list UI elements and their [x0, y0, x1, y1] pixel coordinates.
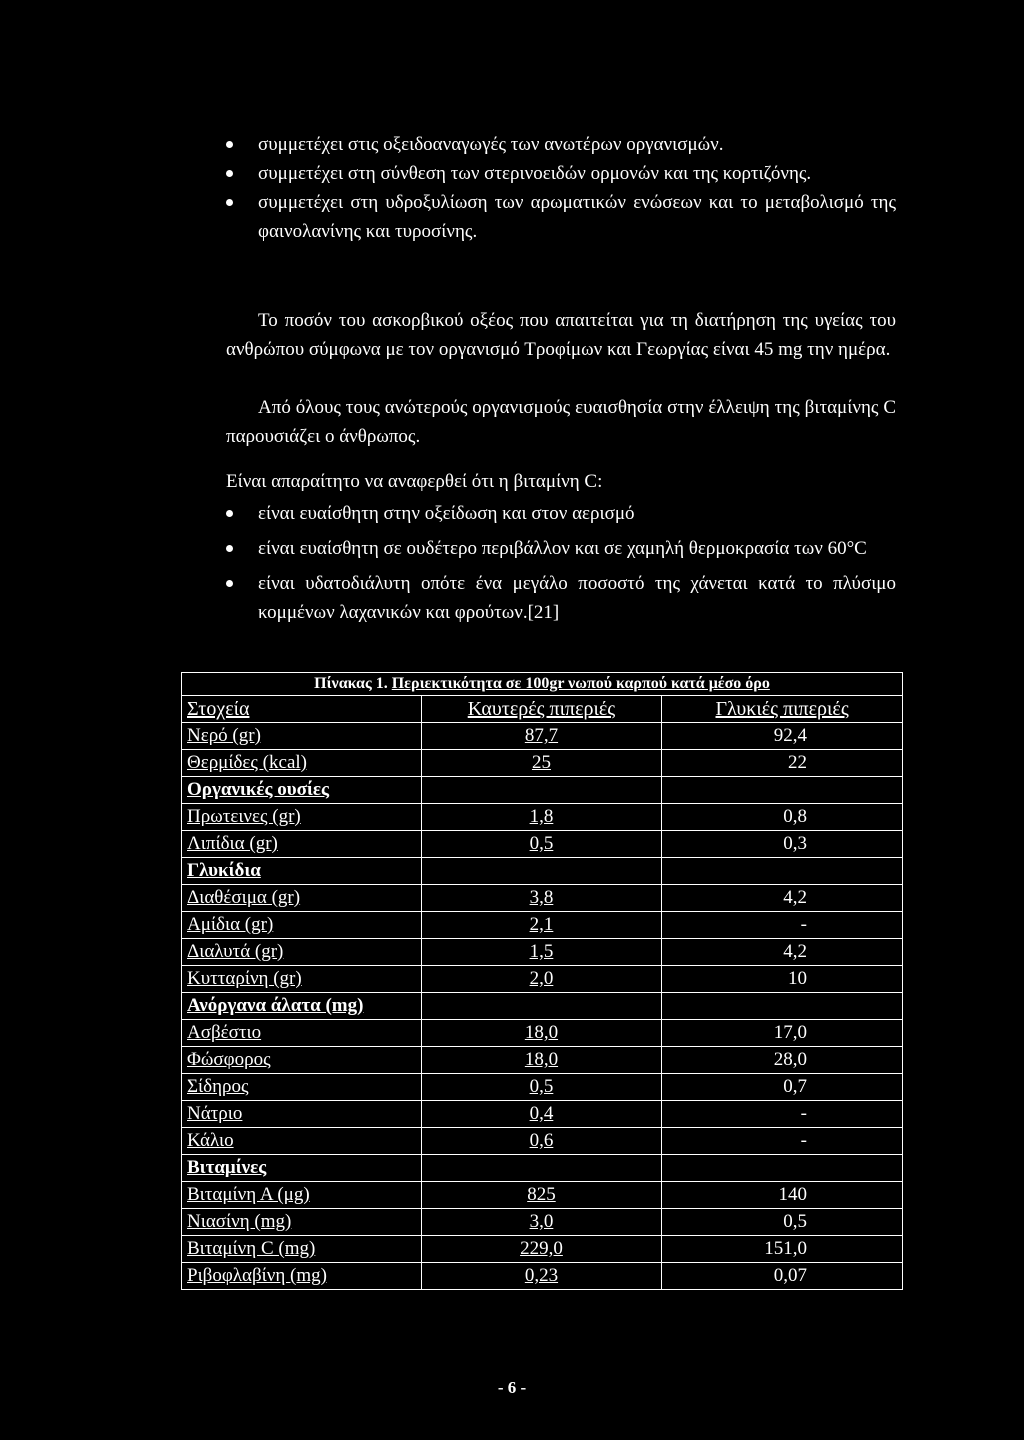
bullet-dot-icon — [226, 580, 233, 587]
empty-cell — [421, 1155, 662, 1182]
table-row — [182, 1020, 903, 1047]
sweet-pepper-value: 92,4 — [662, 723, 903, 750]
bullet-dot-icon — [226, 545, 233, 552]
list-item: συμμετέχει στις οξειδοαναγωγές των ανωτέρων οργανισμών. — [226, 130, 896, 159]
page-number: - 6 - — [497, 1378, 527, 1397]
list-item: είναι ευαίσθητη στην οξείδωση και στον αερισμό — [226, 499, 896, 528]
table-header-row — [182, 696, 903, 723]
empty-cell — [662, 993, 903, 1020]
hot-pepper-value: 1,8 — [421, 804, 662, 831]
sweet-pepper-value: 28,0 — [662, 1047, 903, 1074]
table-row — [182, 750, 903, 777]
row-label: Νιασίνη (mg) — [182, 1209, 422, 1236]
column-header: Στοχεία — [182, 696, 422, 723]
sweet-pepper-value: - — [662, 912, 903, 939]
sweet-pepper-value: 0,3 — [662, 831, 903, 858]
row-label: Αμίδια (gr) — [182, 912, 422, 939]
sweet-pepper-value: 4,2 — [662, 885, 903, 912]
row-label: Λιπίδια (gr) — [182, 831, 422, 858]
table-row — [182, 723, 903, 750]
paragraph-sensitivity: Από όλους τους ανώτερούς οργανισμούς ευαισθησία στην έλλειψη της βιταμίνης C παρουσιάζει ο άνθρωπος. — [226, 397, 896, 447]
column-header: Γλυκιές πιπεριές — [662, 696, 903, 723]
sweet-pepper-value: - — [662, 1101, 903, 1128]
sweet-pepper-value: 0,07 — [662, 1263, 903, 1290]
row-label: Ασβέστιο — [182, 1020, 422, 1047]
hot-pepper-value: 25 — [421, 750, 662, 777]
bullet-dot-icon — [226, 141, 233, 148]
empty-cell — [421, 777, 662, 804]
table-row — [182, 1209, 903, 1236]
hot-pepper-value: 229,0 — [421, 1236, 662, 1263]
empty-cell — [662, 1155, 903, 1182]
list-item: συμμετέχει στη σύνθεση των στερινοειδών ορμονών και της κορτιζόνης. — [226, 159, 896, 188]
table-row — [182, 912, 903, 939]
row-label: Βιταμίνη C (mg) — [182, 1236, 422, 1263]
hot-pepper-value: 825 — [421, 1182, 662, 1209]
hot-pepper-value: 18,0 — [421, 1047, 662, 1074]
hot-pepper-value: 0,5 — [421, 1074, 662, 1101]
table-row — [182, 1128, 903, 1155]
sweet-pepper-value: 4,2 — [662, 939, 903, 966]
sweet-pepper-value: 0,5 — [662, 1209, 903, 1236]
hot-pepper-value: 1,5 — [421, 939, 662, 966]
sweet-pepper-value: 151,0 — [662, 1236, 903, 1263]
row-label: Διαλυτά (gr) — [182, 939, 422, 966]
section-label: Οργανικές ουσίες — [182, 777, 422, 804]
table-row — [182, 1236, 903, 1263]
sweet-pepper-value: 0,7 — [662, 1074, 903, 1101]
table-row — [182, 966, 903, 993]
hot-pepper-value: 0,23 — [421, 1263, 662, 1290]
row-label: Σίδηρος — [182, 1074, 422, 1101]
hot-pepper-value: 2,1 — [421, 912, 662, 939]
table-section-row — [182, 993, 903, 1020]
table-row — [182, 1074, 903, 1101]
sweet-pepper-value: 140 — [662, 1182, 903, 1209]
table-row — [182, 1182, 903, 1209]
sweet-pepper-value: 17,0 — [662, 1020, 903, 1047]
row-label: Νερό (gr) — [182, 723, 422, 750]
sweet-pepper-value: 22 — [662, 750, 903, 777]
empty-cell — [662, 858, 903, 885]
row-label: Νάτριο — [182, 1101, 422, 1128]
row-label: Κυτταρίνη (gr) — [182, 966, 422, 993]
table-row — [182, 885, 903, 912]
sweet-pepper-value: 10 — [662, 966, 903, 993]
table-row — [182, 831, 903, 858]
column-header: Καυτερές πιπεριές — [421, 696, 662, 723]
hot-pepper-value: 0,5 — [421, 831, 662, 858]
table-row — [182, 1101, 903, 1128]
empty-cell — [421, 858, 662, 885]
section-label: Βιταμίνες — [182, 1155, 422, 1182]
hot-pepper-value: 3,8 — [421, 885, 662, 912]
section-label: Ανόργανα άλατα (mg) — [182, 993, 422, 1020]
row-label: Κάλιο — [182, 1128, 422, 1155]
hot-pepper-value: 3,0 — [421, 1209, 662, 1236]
intro-text: Είναι απαραίτητο να αναφερθεί ότι η βιταμίνη C: — [226, 471, 603, 492]
list-item: είναι ευαίσθητη σε ουδέτερο περιβάλλον και σε χαμηλή θερμοκρασία των 60°C — [226, 534, 896, 563]
bullet-list-properties — [226, 499, 896, 633]
table-caption: Πίνακας 1. Περιεκτικότητα σε 100gr νωπού καρπού κατά μέσο όρο — [182, 673, 903, 696]
table-section-row — [182, 777, 903, 804]
row-label: Θερμίδες (kcal) — [182, 750, 422, 777]
sweet-pepper-value: 0,8 — [662, 804, 903, 831]
hot-pepper-value: 18,0 — [421, 1020, 662, 1047]
row-label: Πρωτεινες (gr) — [182, 804, 422, 831]
table-caption-row — [182, 673, 903, 696]
empty-cell — [421, 993, 662, 1020]
bullet-dot-icon — [226, 199, 233, 206]
section-label: Γλυκίδια — [182, 858, 422, 885]
table-row — [182, 1263, 903, 1290]
bullet-dot-icon — [226, 170, 233, 177]
table-section-row — [182, 1155, 903, 1182]
list-item: συμμετέχει στη υδροξυλίωση των αρωματικών ενώσεων και το μεταβολισμό της φαινολανίνης και τυροσίνης. — [226, 188, 896, 246]
sweet-pepper-value: - — [662, 1128, 903, 1155]
table-body — [182, 723, 903, 1290]
table-section-row — [182, 858, 903, 885]
nutrition-table — [181, 672, 903, 1290]
bullet-list-functions — [226, 130, 896, 246]
hot-pepper-value: 0,4 — [421, 1101, 662, 1128]
hot-pepper-value: 87,7 — [421, 723, 662, 750]
hot-pepper-value: 0,6 — [421, 1128, 662, 1155]
paragraph-daily-intake: Το ποσόν του ασκορβικού οξέος που απαιτείται για τη διατήρηση της υγείας του ανθρώπου σύμφωνα με τον οργανισμό Τροφίμων και Γεωργίας είναι 45 mg την ημέρα. — [226, 310, 896, 360]
bullet-dot-icon — [226, 510, 233, 517]
row-label: Βιταμίνη Α (μg) — [182, 1182, 422, 1209]
empty-cell — [662, 777, 903, 804]
table-row — [182, 939, 903, 966]
table-row — [182, 804, 903, 831]
hot-pepper-value: 2,0 — [421, 966, 662, 993]
row-label: Ριβοφλαβίνη (mg) — [182, 1263, 422, 1290]
list-item: είναι υδατοδιάλυτη οπότε ένα μεγάλο ποσοστό της χάνεται κατά το πλύσιμο κομμένων λαχανικών και φρούτων.[21] — [226, 569, 896, 627]
row-label: Διαθέσιμα (gr) — [182, 885, 422, 912]
row-label: Φώσφορος — [182, 1047, 422, 1074]
table-row — [182, 1047, 903, 1074]
